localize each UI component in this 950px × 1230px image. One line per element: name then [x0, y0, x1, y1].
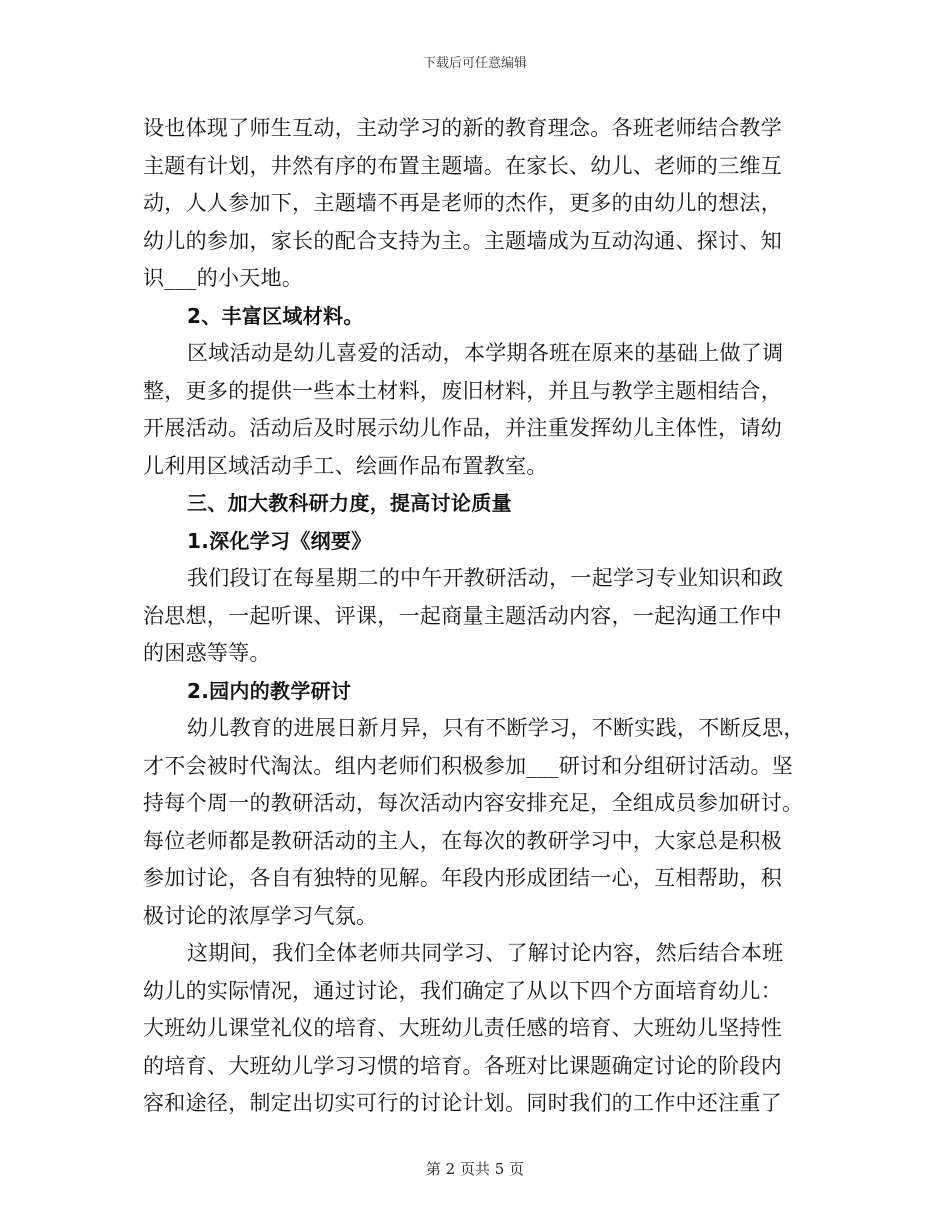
paragraph-line: 设也体现了师生互动，主动学习的新的教育理念。各班老师结合教学	[143, 116, 782, 140]
section-heading: 三、加大教科研力度，提高讨论质量	[187, 491, 512, 515]
paragraph-line: 我们段订在每星期二的中午开教研活动，一起学习专业知识和政	[187, 566, 784, 590]
page-footer: 第 2 页共 5 页	[425, 1160, 525, 1178]
paragraph-line: 开展活动。活动后及时展示幼儿作品，并注重发挥幼儿主体性，请幼	[143, 416, 782, 440]
paragraph-line: 动，人人参加下，主题墙不再是老师的杰作，更多的由幼儿的想法，	[143, 191, 782, 215]
document-body	[143, 110, 808, 1123]
paragraph-line: 儿利用区域活动手工、绘画作品布置教室。	[143, 453, 548, 478]
paragraph-line: 治思想，一起听课、评课，一起商量主题活动内容，一起沟通工作中	[143, 603, 782, 628]
paragraph-line: 整，更多的提供一些本土材料，废旧材料，并且与教学主题相结合，	[143, 378, 782, 403]
paragraph-line: 主题有计划，井然有序的布置主题墙。在家长、幼儿、老师的三维互	[143, 153, 782, 178]
paragraph-line: 的困惑等等。	[143, 641, 271, 665]
subsection-heading: 2.园内的教学研讨	[187, 678, 352, 703]
section-heading: 2、丰富区域材料。	[187, 303, 364, 328]
paragraph-line: 容和途径，制定出切实可行的讨论计划。同时我们的工作中还注重了	[143, 1091, 782, 1115]
paragraph-line: 这期间，我们全体老师共同学习、了解讨论内容，然后结合本班	[187, 941, 784, 965]
page-header: 下载后可任意编辑	[422, 56, 527, 71]
paragraph-line: 持每个周一的教研活动，每次活动内容安排充足，全组成员参加研讨。	[143, 791, 804, 815]
paragraph-line: 才不会被时代淘汰。组内老师们积极参加___研讨和分组研讨活动。坚	[143, 753, 794, 778]
paragraph-line: 的培育、大班幼儿学习习惯的培育。各班对比课题确定讨论的阶段内	[143, 1053, 782, 1078]
paragraph-line: 幼儿的实际情况，通过讨论，我们确定了从以下四个方面培育幼儿：	[143, 978, 782, 1003]
paragraph-line: 幼儿教育的进展日新月异，只有不断学习，不断实践，不断反思，	[187, 716, 805, 740]
paragraph-line: 幼儿的参加，家长的配合支持为主。主题墙成为互动沟通、探讨、知	[143, 228, 782, 253]
subsection-heading: 1.深化学习《纲要》	[187, 528, 372, 553]
paragraph-line: 识___的小天地。	[143, 266, 304, 290]
paragraph-line: 大班幼儿课堂礼仪的培育、大班幼儿责任感的培育、大班幼儿坚持性	[143, 1016, 782, 1040]
paragraph-line: 参加讨论，各自有独特的见解。年段内形成团结一心，互相帮助，积	[143, 866, 782, 890]
paragraph-line: 区域活动是幼儿喜爱的活动，本学期各班在原来的基础上做了调	[187, 341, 784, 365]
paragraph-line: 每位老师都是教研活动的主人，在每次的教研学习中，大家总是积极	[143, 828, 782, 853]
paragraph-line: 极讨论的浓厚学习气氛。	[143, 903, 378, 928]
